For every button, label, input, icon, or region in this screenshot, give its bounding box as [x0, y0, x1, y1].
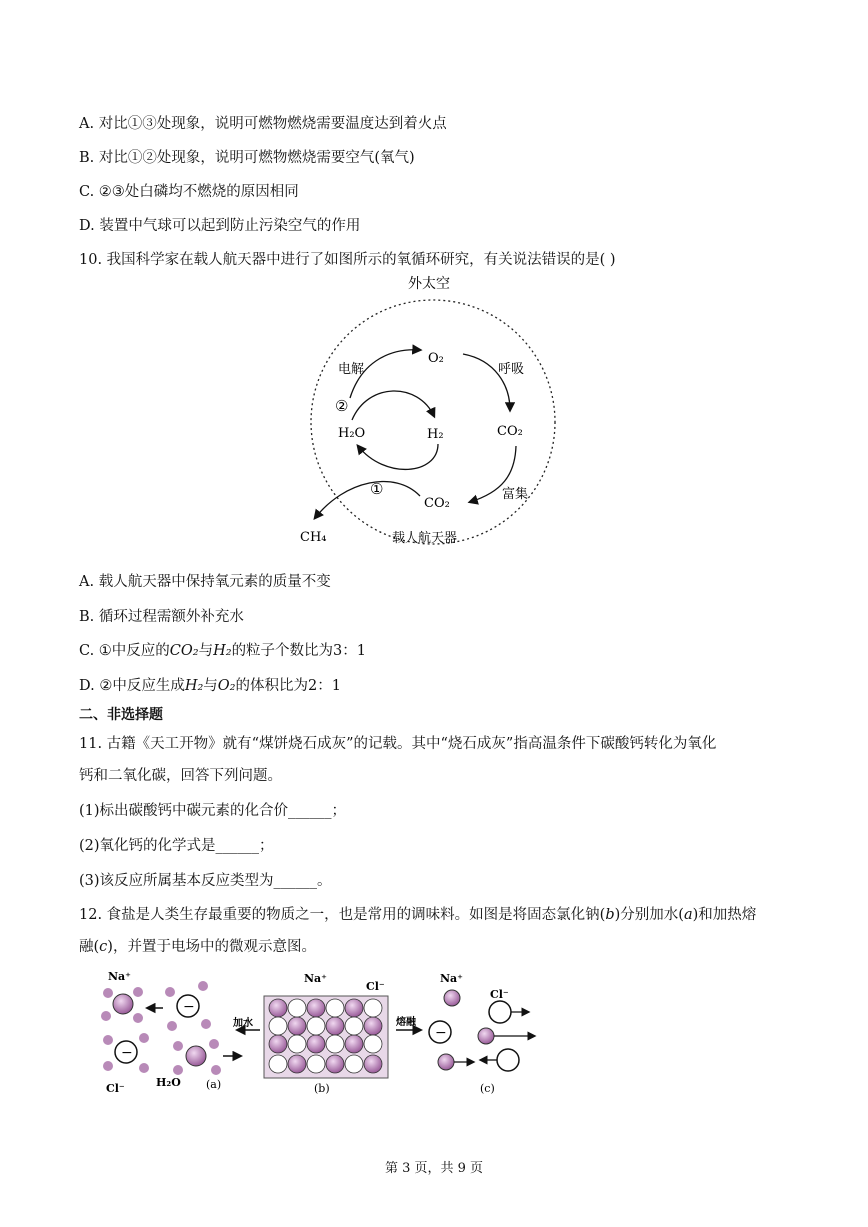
- q9-option-c: C. ②③处白磷均不燃烧的原因相同: [79, 184, 299, 200]
- panel-c-molten-ions: [429, 972, 534, 1095]
- svg-text:Na⁺: Na⁺: [108, 970, 131, 983]
- step-2-label: ②: [335, 397, 349, 415]
- outer-space-label: 外太空: [408, 276, 450, 292]
- q9-option-a: A. 对比①③处现象，说明可燃物燃烧需要温度达到着火点: [79, 116, 447, 132]
- step-1-label: ①: [370, 480, 384, 498]
- q11-sub2: (2)氧化钙的化学式是______；: [79, 838, 274, 854]
- oxygen-cycle-diagram: [280, 270, 610, 560]
- svg-text:(c): (c): [480, 1082, 495, 1095]
- var-h2: H₂: [184, 678, 204, 694]
- q9-option-d: D. 装置中气球可以起到防止污染空气的作用: [79, 218, 361, 234]
- q12-stem-line2: 融(c)，并置于电场中的微观示意图。: [79, 939, 316, 955]
- svg-text:Na⁺: Na⁺: [304, 972, 327, 985]
- svg-text:H₂O: H₂O: [156, 1076, 181, 1089]
- enrich-label: 富集: [502, 487, 529, 502]
- svg-text:−: −: [435, 1025, 447, 1041]
- h2o-label: H₂O: [338, 426, 366, 441]
- arrow-h2o-to-h2: [352, 391, 434, 420]
- add-water-label: 加水: [233, 1018, 253, 1029]
- q10-stem: 10. 我国科学家在载人航天器中进行了如图所示的氧循环研究，有关说法错误的是( ): [79, 252, 616, 268]
- svg-text:−: −: [183, 999, 195, 1015]
- q12-stem-line1: 12. 食盐是人类生存最重要的物质之一，也是常用的调味料。如图是将固态氯化钠(b)分别加水(a)和加热熔: [79, 907, 757, 923]
- panel-b-crystal: [264, 972, 388, 1095]
- section-title: 二、非选择题: [79, 707, 163, 723]
- q10-option-a: A. 载人航天器中保持氧元素的质量不变: [79, 574, 331, 590]
- q9-option-b: B. 对比①②处现象，说明可燃物燃烧需要空气(氧气): [79, 150, 415, 166]
- arrow-h2-to-h2o: [358, 444, 438, 469]
- o2-label: O₂: [428, 351, 444, 366]
- h2-label: H₂: [427, 427, 444, 442]
- q11-sub1: (1)标出碳酸钙中碳元素的化合价______；: [79, 803, 347, 819]
- q10-option-b: B. 循环过程需额外补充水: [79, 609, 244, 625]
- q11-stem-line2: 钙和二氧化碳，回答下列问题。: [79, 768, 282, 784]
- page-footer: 第 3 页，共 9 页: [384, 1161, 484, 1176]
- arrow-co2-to-ch4: [315, 482, 420, 518]
- var-co2: CO₂: [169, 643, 199, 659]
- electrolysis-label: 电解: [338, 362, 365, 377]
- svg-text:(a): (a): [206, 1078, 222, 1091]
- melt-label: 熔融: [396, 1017, 416, 1028]
- var-h2: H₂: [213, 643, 232, 659]
- ch4-label: CH₄: [300, 530, 327, 545]
- svg-text:−: −: [121, 1045, 133, 1061]
- svg-text:Cl⁻: Cl⁻: [366, 980, 385, 993]
- svg-text:Cl⁻: Cl⁻: [490, 988, 509, 1001]
- svg-text:(b): (b): [314, 1082, 330, 1095]
- svg-text:Cl⁻: Cl⁻: [106, 1082, 125, 1095]
- q10-option-d: D. ②中反应生成H₂与O₂的体积比为2：1: [79, 678, 341, 694]
- svg-text:Na⁺: Na⁺: [440, 972, 463, 985]
- q11-stem-line1: 11. 古籍《天工开物》就有“煤饼烧石成灰”的记载。其中“烧石成灰”指高温条件下碳酸钙转化为氧化: [79, 736, 717, 752]
- nacl-micro-figure: [78, 968, 548, 1098]
- q11-sub3: (3)该反应所属基本反应类型为______。: [79, 873, 332, 889]
- var-o2: O₂: [217, 678, 236, 694]
- co2-right-label: CO₂: [497, 424, 523, 439]
- breathing-label: 呼吸: [498, 362, 525, 377]
- spacecraft-label: 载人航天器: [392, 531, 458, 546]
- co2-bottom-label: CO₂: [424, 496, 450, 511]
- q10-option-c: C. ①中反应的CO₂与H₂的粒子个数比为3：1: [79, 643, 367, 659]
- panel-a-hydrated-ions: [101, 970, 240, 1095]
